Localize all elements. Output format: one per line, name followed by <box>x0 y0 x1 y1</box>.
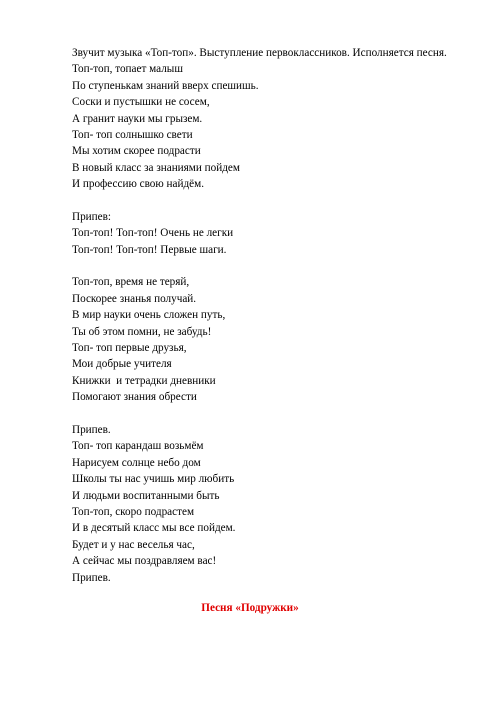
lyric-line: А сейчас мы поздравляем вас! <box>72 555 217 568</box>
lyric-line: Топ-топ! Топ-топ! Первые шаги. <box>72 243 227 256</box>
lyric-line: Топ- топ солнышко свети <box>72 128 193 141</box>
lyric-line: В новый класс за знаниями пойдем <box>72 161 240 174</box>
chorus-reference: Припев. <box>72 423 111 436</box>
chorus-reference: Припев. <box>72 571 111 584</box>
lyric-line: Мы хотим скорее подрасти <box>72 145 201 158</box>
lyric-line: Мои добрые учителя <box>72 358 172 371</box>
lyric-line: Помогают знания обрести <box>72 391 197 404</box>
lyric-line: Книжки и тетрадки дневники <box>72 374 216 387</box>
lyric-line: Поскорее знанья получай. <box>72 292 197 305</box>
lyric-line: И людьми воспитанными быть <box>72 489 220 502</box>
song-lyrics <box>72 45 482 586</box>
lyric-line: В мир науки очень сложен путь, <box>72 309 226 322</box>
lyric-line: Ты об этом помни, не забудь! <box>72 325 212 338</box>
lyric-line: По ступенькам знаний вверх спешишь. <box>72 79 259 92</box>
blank-line <box>72 258 482 274</box>
lyric-line: И профессию свою найдём. <box>72 178 205 191</box>
lyric-line: Соски и пустышки не сосем, <box>72 96 210 109</box>
chorus-heading: Припев: <box>72 210 112 223</box>
lyric-line: Топ-топ, время не теряй, <box>72 276 190 289</box>
lyric-line: Топ-топ! Топ-топ! Очень не легки <box>72 227 234 240</box>
intro-line: Звучит музыка «Топ-топ». Выступление первоклассников. Исполняется песня. <box>72 47 447 59</box>
lyric-line: Топ-топ, топает малыш <box>72 63 183 76</box>
lyric-line: Будет и у нас веселья час, <box>72 538 195 551</box>
blank-line <box>72 193 482 209</box>
lyric-line: И в десятый класс мы все пойдем. <box>72 522 236 535</box>
lyric-line: Топ- топ первые друзья, <box>72 342 187 355</box>
lyric-line: Топ- топ карандаш возьмём <box>72 440 204 453</box>
lyric-line: А гранит науки мы грызем. <box>72 112 203 125</box>
blank-line <box>72 406 482 422</box>
next-song-title: Песня «Подружки» <box>201 602 299 614</box>
lyric-line: Топ-топ, скоро подрастем <box>72 505 195 518</box>
lyric-line: Нарисуем солнце небо дом <box>72 456 201 469</box>
lyric-line: Школы ты нас учишь мир любить <box>72 473 235 486</box>
